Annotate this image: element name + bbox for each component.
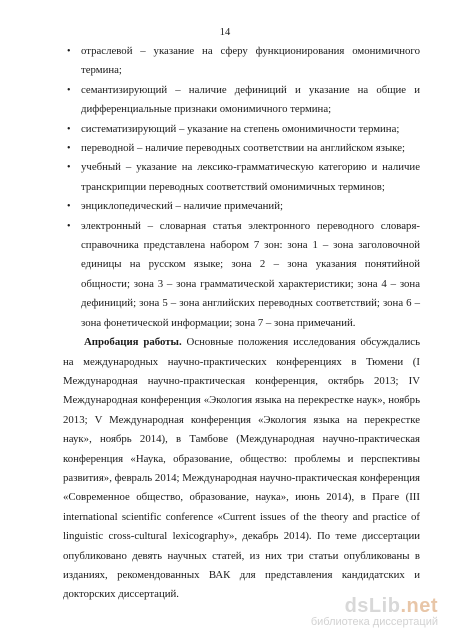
bullet-icon: • [67,201,71,213]
list-item-text: учебный – указание на лексико-грамматическую категорию и наличие транскрипции переводных соответствий омонимичных терминов; [81,161,420,193]
list-item [63,42,420,81]
bullet-icon: • [67,84,71,96]
bullet-icon: • [67,123,71,135]
document-body [63,42,420,605]
approbation-heading: Апробация работы. [84,336,182,349]
list-item [63,217,420,333]
bullet-list [63,42,420,333]
bullet-icon: • [67,46,71,57]
list-item [63,139,420,158]
list-item-text: переводной – наличие переводных соответствии на английском языке; [81,142,405,155]
watermark-logo-main: dsLib [344,595,401,617]
list-item [63,158,420,197]
approbation-paragraph [63,333,420,605]
list-item-text: энциклопедический – наличие примечаний; [81,200,283,213]
bullet-icon: • [67,143,71,155]
list-item [63,120,420,139]
list-item-text: электронный – словарная статья электронного переводного словаря-справочника представлена набором 7 зон: зона 1 – зона заголовочной единицы на русском языке; зона 2 – зона указания понятийной общности; зона 3 – зона грамматической характеристики; зона 4 – зона дефиниций; зона 5 – зона английских переводных соответствий; зона 6 – зона фонетической информации; зона 7 – зона примечаний. [81,219,420,329]
approbation-text: Основные положения исследования обсуждались на международных научно-практических конференциях в Тюмени (I Международная научно-практическая конференция, октябрь 2013; IV Международная конференция «Экология языка на перекрестке наук», ноябрь 2013; V Международная конференция «Экология языка на перекрестке наук», ноябрь 2014), в Тамбове (Международная научно-практическая конференция «Наука, образование, общество: проблемы и перспективы развития», февраль 2014; Международная научно-практическая конференция «Современное общество, образование, наука», июнь 2014), в Праге (III international scientific conference «Current issues of the theory and practice of linguistic cross-cultural lexicography», декабрь 2014). По теме диссертации опубликовано девять научных статей, из них три статьи опубликованы в изданиях, рекомендованных ВАК для представления кандидатских и докторских диссертаций. [63,336,420,601]
list-item-text: отраслевой – указание на сферу функционирования омонимичного термина; [81,45,420,77]
list-item [63,197,420,216]
page-number: 14 [219,27,231,38]
list-item-text: систематизирующий – указание на степень омонимичности термина; [81,122,400,135]
bullet-icon: • [67,220,71,232]
list-item [63,81,420,120]
bullet-icon: • [67,162,71,174]
watermark-tagline: библиотека диссертаций [310,616,438,628]
list-item-text: семантизирующий – наличие дефиниций и указание на общие и дифференциальные признаки омонимичного термина; [81,83,420,116]
watermark-logo-suffix: .net [400,595,438,617]
dslib-watermark [311,596,438,629]
watermark-logo [311,596,438,616]
